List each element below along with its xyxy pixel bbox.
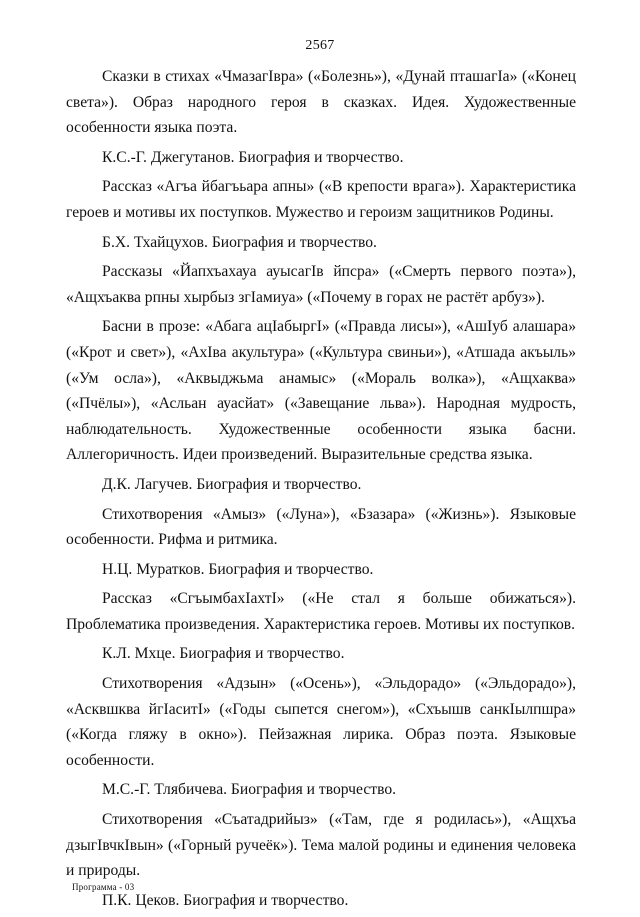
author-heading-tsekov: П.К. Цеков. Биография и творчество.	[102, 891, 349, 909]
footer-program-label: Программа - 03	[72, 882, 135, 892]
author-heading-tlyabicheva: М.С.-Г. Тлябичева. Биография и творчество.	[102, 781, 397, 799]
paragraph-fairy-tales: Сказки в стихах «ЧмазагIвра» («Болезнь»), «Дунай пташагIа» («Конец света»). Образ народного героя в сказках. Идея. Художественные особенности языка поэта.	[66, 68, 576, 137]
page-number: 2567	[305, 38, 335, 53]
paragraph-fables: Басни в прозе: «Абага ацIабыргI» («Правда лисы»), «АшIуб алашара» («Крот и свет»), «АхIва акультура» («Культура свиньи»), «Атшада акъыль» («Ум осла»), «Аквыджьма анамыс» («Мораль волка»), «Ащхаква» («Пчёлы»), «Асльан ауасйат» («Завещание льва»). Народная мудрость, наблюдательность. Художественные особенности языка басни. Аллегоричность. Идеи произведений. Выразительные средства языка.	[66, 318, 576, 464]
paragraph-story-fortress: Рассказ «Агъа йбагъьара апны» («В крепости врага»). Характеристика героев и мотивы их поступков. Мужество и героизм защитников Родины.	[66, 178, 576, 221]
author-heading-dzhegutanov: К.С.-Г. Джегутанов. Биография и творчество.	[102, 148, 404, 166]
page-content	[66, 64, 576, 917]
author-heading-muratkov: Н.Ц. Муратков. Биография и творчество.	[102, 560, 374, 578]
paragraph-poems-autumn: Стихотворения «Адзын» («Осень»), «Эльдорадо» («Эльдорадо»), «Асквшква йгIаситI» («Годы сыпется снегом»), «Схъышв санкIылпшра» («Когда гляжу в окно»). Пейзажная лирика. Образ поэта. Языковые особенности.	[66, 675, 576, 769]
paragraph-poems-moon: Стихотворения «Амыз» («Луна»), «Бзазара» («Жизнь»). Языковые особенности. Рифма и ритмика.	[66, 505, 576, 549]
author-heading-laguchev: Д.К. Лагучев. Биография и творчество.	[102, 475, 362, 493]
author-heading-mkhtse: К.Л. Мхце. Биография и творчество.	[102, 645, 345, 663]
author-heading-tkhaitsukhov: Б.Х. Тхайцухов. Биография и творчество.	[102, 233, 377, 251]
paragraph-poems-homeland: Стихотворения «Съатадрийыз» («Там, где я родилась»), «Ащхъа дзыгIвчкIвын» («Горный ручеёк»). Тема малой родины и единения человека и природы.	[66, 811, 576, 880]
paragraph-stories-poet: Рассказы «Йапхъахауа ауысагIв йпсра» («Смерть первого поэта»), «Ащхъаква рпны хырбыз згIамиуа» («Почему в горах не растёт арбуз»).	[66, 263, 576, 306]
paragraph-story-offended: Рассказ «СгъымбахIахтI» («Не стал я больше обижаться»). Проблематика произведения. Характеристика героев. Мотивы их поступков.	[66, 590, 576, 633]
